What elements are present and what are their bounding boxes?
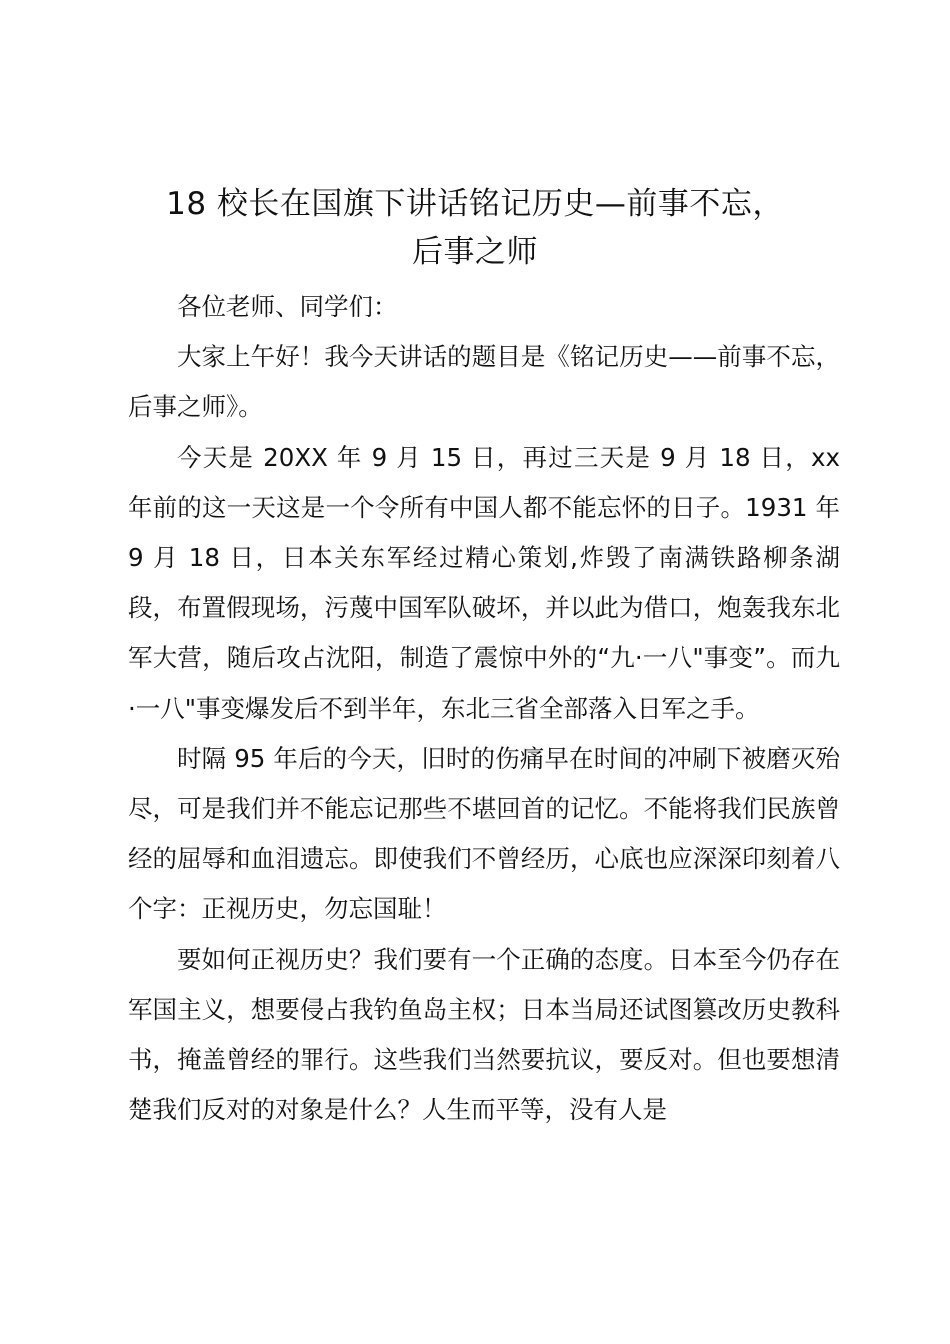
title-line-1: 18 校长在国旗下讲话铭记历史—前事不忘， — [166, 186, 784, 222]
document-body — [128, 282, 840, 1135]
greeting-paragraph: 大家上午好！我今天讲话的题目是《铭记历史——前事不忘，后事之师》。 — [128, 342, 840, 422]
history-paragraph: 今天是 20XX 年 9 月 15 日，再过三天是 9 月 18 日，xx 年前的这一天这是一个令所有中国人都不能忘怀的日子。1931 年 9 月 18 日，日本关东军经过精心策划,炸毁了南满铁路柳条湖段，布置假现场，污蔑中国军队破坏，并以此为借口，炮轰我东北军大营，随后攻占沈阳，制造了震惊中外的“九·一八"事变”。而九·一八"事变爆发后不到半年，东北三省全部落入日军之手。 — [128, 442, 840, 723]
salutation-paragraph: 各位老师、同学们： — [177, 292, 398, 321]
remembrance-paragraph: 时隔 95 年后的今天，旧时的伤痛早在时间的冲刷下被磨灭殆尽，可是我们并不能忘记那些不堪回首的记忆。不能将我们民族曾经的屈辱和血泪遗忘。即使我们不曾经历，心底也应深深印刻着八个字：正视历史，勿忘国耻！ — [128, 743, 840, 924]
attitude-paragraph: 要如何正视历史？我们要有一个正确的态度。日本至今仍存在军国主义，想要侵占我钓鱼岛主权；日本当局还试图篡改历史教科书，掩盖曾经的罪行。这些我们当然要抗议，要反对。但也要想清楚我们反对的对象是什么？人生而平等，没有人是 — [128, 944, 840, 1125]
document-title — [120, 180, 830, 276]
title-line-2: 后事之师 — [412, 234, 538, 270]
